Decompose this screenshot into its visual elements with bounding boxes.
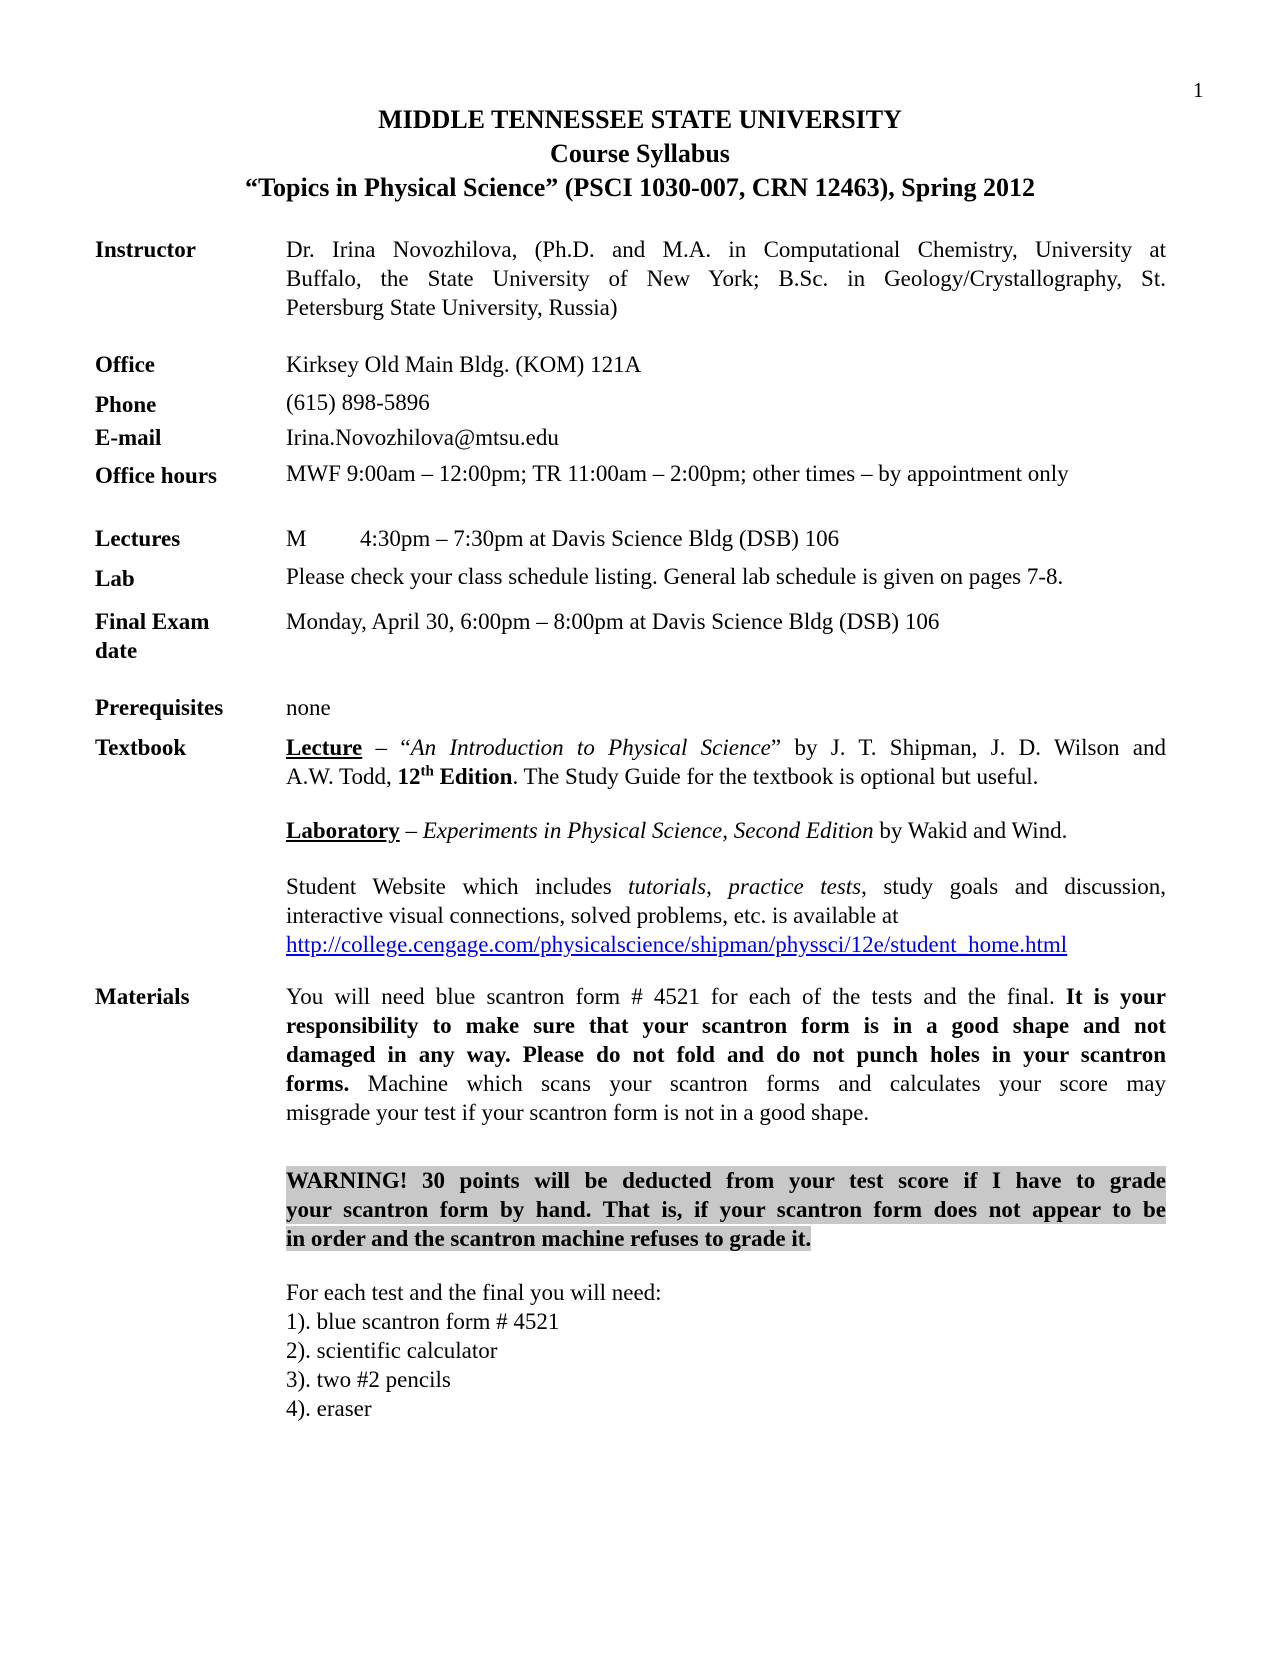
student-website-line-2: interactive visual connections, solved problems, etc. is available at — [286, 903, 899, 928]
lectures-value — [286, 524, 1166, 553]
materials-line-4-normal: Machine which scans your scantron forms and calculates your score may — [349, 1071, 1166, 1096]
materials-text — [286, 982, 1166, 1127]
materials-line-4 — [286, 1069, 1166, 1098]
needs-intro: For each test and the final you will need: — [286, 1280, 662, 1305]
warning-line-2: your scantron form by hand. That is, if your scantron form does not appear to be — [286, 1197, 1166, 1222]
lectures-day: M — [286, 526, 307, 551]
phone-label: Phone — [95, 392, 157, 417]
edition-number: 12 — [397, 764, 421, 789]
office-hours-label: Office hours — [95, 463, 218, 488]
study-guide-note: . The Study Guide for the textbook is optional but useful. — [512, 764, 1039, 789]
warning-line-1: WARNING! 30 points will be deducted from your test score if I have to grade — [286, 1168, 1166, 1193]
list-item: 1). blue scantron form # 4521 — [286, 1309, 560, 1334]
website-intro: Student Website which includes — [286, 874, 629, 899]
warning-block — [286, 1166, 1166, 1253]
textbook-label: Textbook — [95, 735, 187, 760]
lecture-authors-2: A.W. Todd, — [286, 764, 398, 789]
prerequisites-value: none — [286, 695, 331, 720]
textbook-lab — [286, 816, 1166, 845]
student-website — [286, 872, 1166, 959]
lab-label: Lab — [95, 566, 135, 591]
instructor-value — [286, 235, 1166, 322]
student-website-link[interactable]: http://college.cengage.com/physicalscience/shipman/physsci/12e/student_home.html — [286, 932, 1068, 957]
office-value: Kirksey Old Main Bldg. (KOM) 121A — [286, 352, 642, 377]
materials-line-5: misgrade your test if your scantron form is not in a good shape. — [286, 1100, 870, 1125]
edition-suffix: th — [420, 763, 434, 780]
lectures-label: Lectures — [95, 526, 181, 551]
instructor-line-2: Buffalo, the State University of New York; B.Sc. in Geology/Crystallography, St. — [286, 266, 1166, 291]
prerequisites-label: Prerequisites — [95, 695, 224, 720]
materials-line-2: responsibility to make sure that your scantron form is in a good shape and not — [286, 1013, 1166, 1038]
materials-line-4-bold: forms. — [286, 1071, 350, 1096]
lectures-time: 4:30pm – 7:30pm at Davis Science Bldg (DSB) 106 — [360, 526, 840, 551]
lab-value: Please check your class schedule listing. General lab schedule is given on pages 7-8. — [286, 564, 1064, 589]
textbook-lab-line — [286, 816, 1166, 845]
warning-line-3-text: in order and the scantron machine refuses to grade it. — [286, 1226, 812, 1251]
website-rest: , study goals and discussion, — [861, 874, 1166, 899]
edition — [398, 764, 513, 789]
lecture-heading: Lecture — [286, 735, 363, 760]
final-exam-label — [95, 607, 209, 665]
instructor-label: Instructor — [95, 237, 196, 262]
lecture-authors: ” by J. T. Shipman, J. D. Wilson and — [770, 735, 1167, 760]
list-item: 2). scientific calculator — [286, 1338, 498, 1363]
warning-line-3 — [286, 1224, 1166, 1253]
laboratory-heading: Laboratory — [286, 818, 400, 843]
phone-value: (615) 898-5896 — [286, 390, 430, 415]
lab-dash: – — [399, 818, 423, 843]
lecture-book-title: An Introduction to Physical Science — [410, 735, 771, 760]
list-item: 4). eraser — [286, 1396, 372, 1421]
materials-line-3: damaged in any way. Please do not fold and do not punch holes in your scantron — [286, 1042, 1166, 1067]
materials-line-1-bold: It is your — [1065, 984, 1166, 1009]
office-hours-value: MWF 9:00am – 12:00pm; TR 11:00am – 2:00pm; other times – by appointment only — [286, 461, 1069, 486]
final-exam-label-line-1: Final Exam — [95, 609, 210, 634]
syllabus-title: Course Syllabus — [550, 139, 730, 168]
instructor-line-3: Petersburg State University, Russia) — [286, 295, 618, 320]
university-title: MIDDLE TENNESSEE STATE UNIVERSITY — [378, 105, 902, 134]
website-comma: , — [706, 874, 729, 899]
final-exam-value: Monday, April 30, 6:00pm – 8:00pm at Davis Science Bldg (DSB) 106 — [286, 609, 940, 634]
needs-list — [286, 1278, 1166, 1423]
materials-line-1-normal: You will need blue scantron form # 4521 for each of the tests and the final. — [286, 984, 1066, 1009]
materials-label: Materials — [95, 984, 190, 1009]
lab-book-title: Experiments in Physical Science, Second Edition — [422, 818, 874, 843]
lab-authors: by Wakid and Wind. — [873, 818, 1068, 843]
textbook-lecture-line-2 — [286, 762, 1166, 791]
materials-line-1 — [286, 982, 1166, 1011]
office-label: Office — [95, 352, 156, 377]
list-item: 3). two #2 pencils — [286, 1367, 451, 1392]
instructor-line-1: Dr. Irina Novozhilova, (Ph.D. and M.A. in Computational Chemistry, University at — [286, 237, 1166, 262]
lecture-dash: – “ — [362, 735, 411, 760]
page-number: 1 — [1193, 78, 1204, 102]
textbook-lecture — [286, 733, 1166, 791]
edition-word: Edition — [433, 764, 513, 789]
website-tutorials: tutorials — [628, 874, 707, 899]
email-label: E-mail — [95, 425, 162, 450]
final-exam-label-line-2: date — [95, 638, 138, 663]
website-practice-tests: practice tests — [728, 874, 862, 899]
email-value[interactable]: Irina.Novozhilova@mtsu.edu — [286, 425, 559, 450]
textbook-lecture-line-1 — [286, 733, 1166, 762]
student-website-line-1 — [286, 872, 1166, 901]
course-title: “Topics in Physical Science” (PSCI 1030-007, CRN 12463), Spring 2012 — [245, 173, 1035, 202]
